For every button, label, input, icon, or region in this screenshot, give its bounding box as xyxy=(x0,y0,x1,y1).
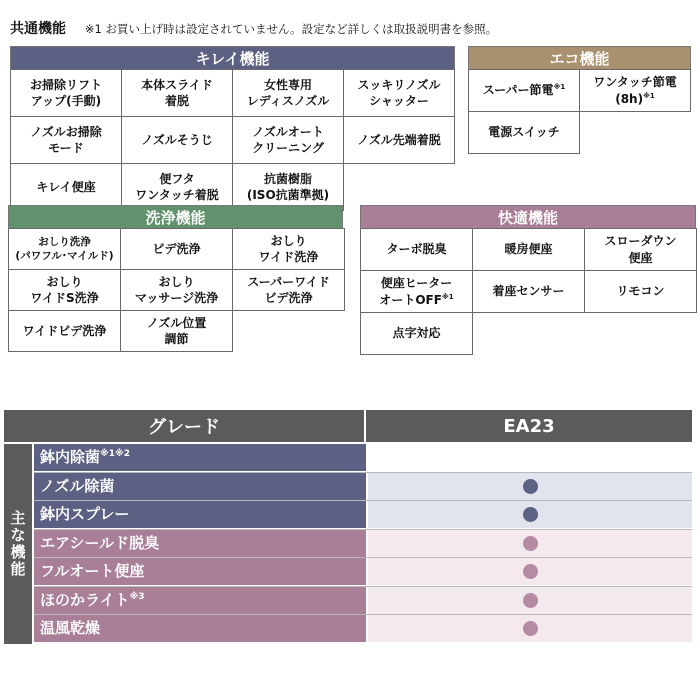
feature-availability xyxy=(368,615,692,642)
eco-section xyxy=(468,46,691,154)
grade-table-row xyxy=(34,444,692,471)
kaiteki-feature-cell xyxy=(360,228,473,271)
kirei-feature-cell xyxy=(343,69,455,117)
kirei-grid xyxy=(10,70,455,211)
available-dot-icon xyxy=(523,536,538,551)
kaiteki-feature-label: 暖房便座 xyxy=(504,242,553,257)
kaiteki-feature-footnote: ※1 xyxy=(441,292,454,301)
feature-footnote: ※3 xyxy=(129,591,145,602)
grade-table-row xyxy=(34,558,692,585)
eco-section-title: エコ機能 xyxy=(468,46,691,70)
available-dot-icon xyxy=(523,593,538,608)
kirei-feature-cell xyxy=(10,69,122,117)
senjo-feature-label: おしり洗浄 (パワフル･マイルド) xyxy=(15,235,114,262)
kirei-feature-label: ノズルそうじ xyxy=(141,132,213,147)
feature-name xyxy=(34,530,366,557)
feature-name-text: ノズル除菌 xyxy=(40,476,115,495)
kirei-feature-label: ノズルオート クリーニング xyxy=(252,124,324,155)
available-dot-icon xyxy=(523,564,538,579)
senjo-feature-cell xyxy=(8,310,121,352)
eco-feature-cell xyxy=(468,69,580,112)
kaiteki-section-title: 快適機能 xyxy=(360,205,696,229)
feature-name xyxy=(34,501,366,528)
feature-name-text: 鉢内スプレー xyxy=(40,505,130,523)
common-functions-header xyxy=(10,18,497,38)
grade-table-row xyxy=(34,501,692,528)
kirei-feature-label: 抗菌樹脂 (ISO抗菌準拠) xyxy=(246,171,330,202)
feature-name-text: 温風乾燥 xyxy=(40,619,101,637)
kirei-feature-cell xyxy=(232,69,344,117)
senjo-grid xyxy=(8,229,343,352)
senjo-feature-label: ノズル位置 調節 xyxy=(146,315,207,346)
senjo-feature-label: おしり ワイドS洗浄 xyxy=(30,274,99,305)
eco-feature-footnote: ※1 xyxy=(553,83,566,92)
grade-header: グレード xyxy=(4,410,364,442)
model-header: EA23 xyxy=(366,410,692,442)
feature-footnote: ※1※2 xyxy=(100,449,131,459)
senjo-feature-label: スーパーワイド ビデ洗浄 xyxy=(247,274,330,305)
kirei-feature-cell xyxy=(121,163,233,211)
grade-table xyxy=(4,410,692,644)
available-dot-icon xyxy=(523,479,538,494)
grade-table-row xyxy=(34,615,692,642)
kirei-feature-label: お掃除リフト アップ(手動) xyxy=(29,77,102,108)
eco-feature-label: 電源スイッチ xyxy=(488,125,560,140)
feature-name xyxy=(34,587,366,614)
kaiteki-feature-cell xyxy=(360,270,473,313)
eco-feature-label: スーパー節電$^{※1}$ xyxy=(482,83,566,98)
kirei-feature-label: 本体スライド 着脱 xyxy=(141,77,213,108)
senjo-feature-label: おしり マッサージ洗浄 xyxy=(134,274,219,305)
feature-name xyxy=(34,615,366,642)
feature-name-text: フルオート便座 xyxy=(40,562,145,580)
kaiteki-feature-label: リモコン xyxy=(616,284,665,299)
senjo-feature-cell xyxy=(120,228,233,270)
senjo-feature-cell xyxy=(8,228,121,270)
kaiteki-feature-label: ターボ脱臭 xyxy=(386,242,447,257)
feature-availability xyxy=(368,530,692,557)
senjo-feature-cell xyxy=(8,269,121,311)
feature-name xyxy=(34,558,366,585)
senjo-feature-label: ワイドビデ洗浄 xyxy=(22,323,107,338)
grade-table-row xyxy=(34,530,692,557)
kirei-feature-label: 女性専用 レディスノズル xyxy=(246,77,330,108)
kirei-feature-label: ノズルお掃除 モード xyxy=(30,124,102,155)
feature-availability xyxy=(368,587,692,614)
kaiteki-feature-label: 便座ヒーター オートOFF$^{※1}$ xyxy=(379,276,454,307)
kirei-feature-cell xyxy=(343,116,455,164)
feature-availability xyxy=(368,473,692,500)
eco-grid xyxy=(468,70,691,154)
kaiteki-feature-label: 点字対応 xyxy=(392,326,441,341)
senjo-feature-label: ビデ洗浄 xyxy=(152,241,201,256)
feature-name-text: ほのかライト xyxy=(40,590,130,609)
kirei-feature-cell xyxy=(10,116,122,164)
eco-feature-cell xyxy=(468,111,580,154)
kirei-feature-label: 便フタ ワンタッチ着脱 xyxy=(135,171,219,202)
kaiteki-feature-cell xyxy=(472,270,585,313)
kaiteki-feature-cell xyxy=(360,312,473,355)
senjo-feature-cell xyxy=(120,310,233,352)
feature-name xyxy=(34,444,366,471)
kirei-feature-label: ノズル先端着脱 xyxy=(357,132,441,147)
kaiteki-feature-label: 着座センサー xyxy=(492,284,565,299)
kaiteki-feature-cell xyxy=(584,270,697,313)
kaiteki-grid xyxy=(360,229,696,355)
kirei-feature-cell xyxy=(121,116,233,164)
available-dot-icon xyxy=(523,507,538,522)
eco-feature-cell xyxy=(579,69,691,112)
senjo-feature-label: おしり ワイド洗浄 xyxy=(258,233,319,264)
kirei-feature-cell xyxy=(232,116,344,164)
grade-table-row xyxy=(34,473,692,500)
kirei-feature-label: スッキリノズル シャッター xyxy=(357,77,441,108)
kaiteki-feature-cell xyxy=(472,228,585,271)
eco-feature-footnote: ※1 xyxy=(643,91,655,100)
senjo-section-title: 洗浄機能 xyxy=(8,205,343,229)
kaiteki-feature-label: スローダウン 便座 xyxy=(604,234,677,265)
kirei-feature-cell xyxy=(10,163,122,211)
kaiteki-section xyxy=(360,205,696,355)
available-dot-icon xyxy=(523,621,538,636)
kirei-section-title: キレイ機能 xyxy=(10,46,455,70)
feature-name xyxy=(34,473,366,500)
grade-table-row xyxy=(34,587,692,614)
kirei-feature-label: キレイ便座 xyxy=(36,179,96,194)
senjo-feature-cell xyxy=(232,228,345,270)
kirei-feature-cell xyxy=(121,69,233,117)
main-functions-label: 主 な 機 能 xyxy=(4,444,32,644)
header-note: ※1 お買い上げ時は設定されていません。設定など詳しくは取扱説明書を参照。 xyxy=(84,22,498,36)
feature-name-text: 鉢内除菌 xyxy=(40,448,101,466)
kaiteki-feature-cell xyxy=(584,228,697,271)
header-title: 共通機能 xyxy=(10,21,66,37)
feature-availability xyxy=(368,501,692,528)
eco-feature-label: ワンタッチ節電 $(8h)^{※1}$ xyxy=(593,75,677,106)
kirei-feature-cell xyxy=(232,163,344,211)
feature-availability xyxy=(368,558,692,585)
senjo-feature-cell xyxy=(232,269,345,311)
senjo-feature-cell xyxy=(120,269,233,311)
senjo-section xyxy=(8,205,343,352)
feature-availability xyxy=(368,444,692,471)
kirei-section xyxy=(10,46,455,211)
feature-name-text: エアシールド脱臭 xyxy=(40,533,160,552)
